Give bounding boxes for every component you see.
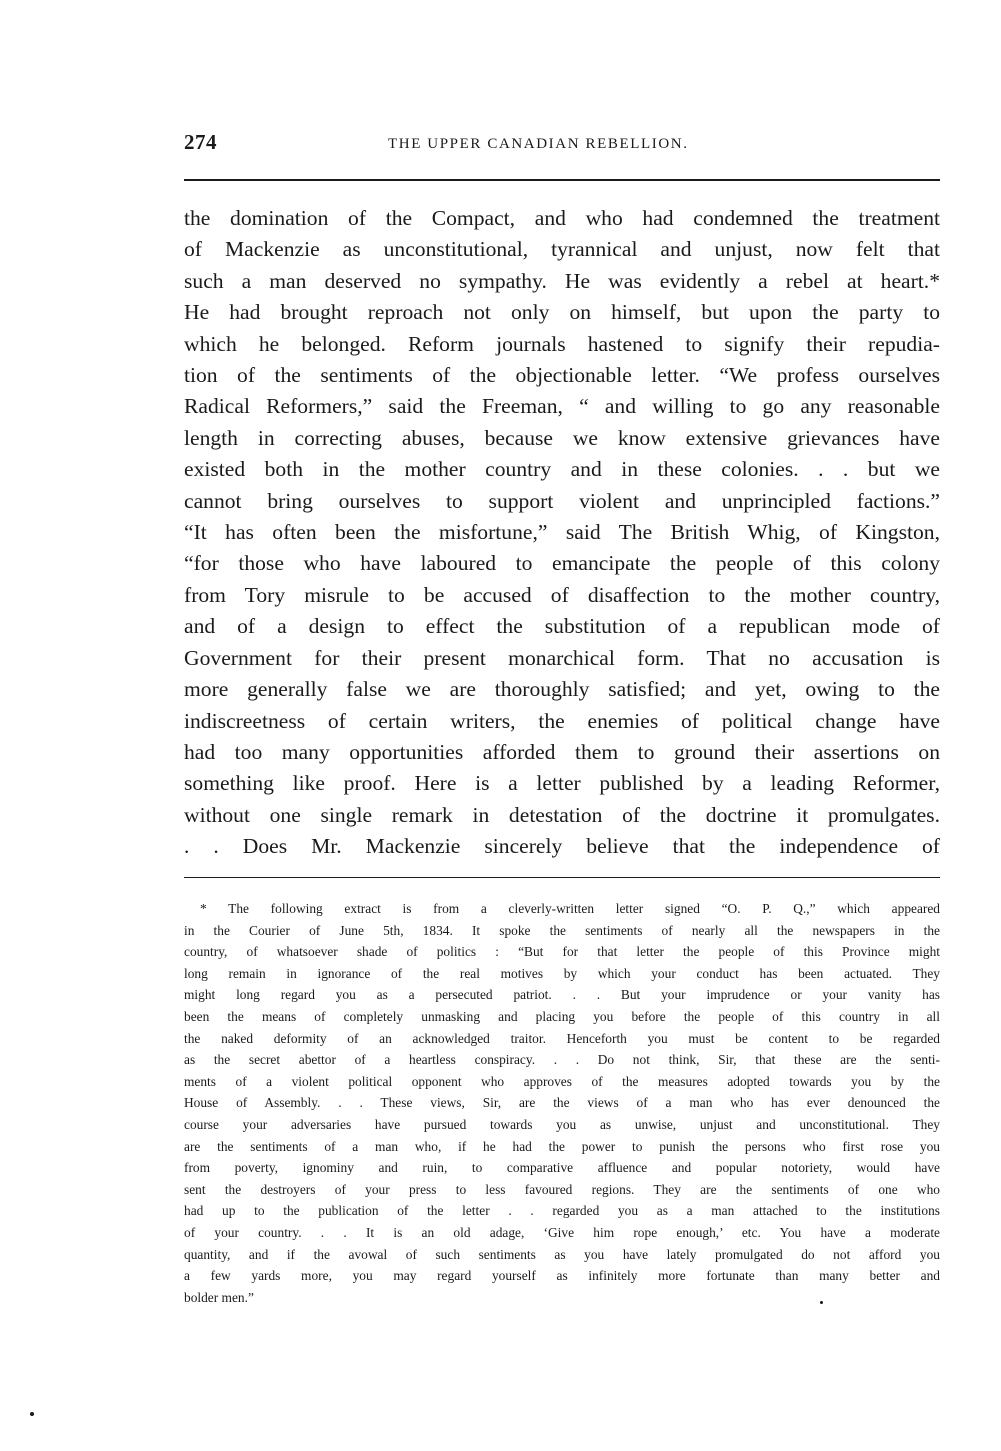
text-line: tion of the sentiments of the objectionable letter. “We profess ourselves xyxy=(184,363,940,388)
text-line: such a man deserved no sympathy. He was evidently a rebel at heart.* xyxy=(184,268,940,293)
header-rule xyxy=(184,179,940,181)
text-line: more generally false we are thoroughly satisfied; and yet, owing to the xyxy=(184,677,940,702)
text-line: which he belonged. Reform journals hastened to signify their repudia- xyxy=(184,331,940,356)
text-line: “for those who have laboured to emancipate the people of this colony xyxy=(184,551,940,576)
footnote-line: are the sentiments of a man who, if he had the power to punish the persons who first rose you xyxy=(184,1138,940,1154)
main-text xyxy=(184,203,940,863)
footnote-rule xyxy=(184,877,940,878)
footnote xyxy=(184,898,940,1308)
footnote-line: House of Assembly. . . These views, Sir, are the views of a man who has ever denounced the xyxy=(184,1095,940,1111)
ink-speck xyxy=(820,1301,823,1304)
text-line: without one single remark in detestation of the doctrine it promulgates. xyxy=(184,802,940,827)
running-title: THE UPPER CANADIAN REBELLION. xyxy=(388,136,689,152)
text-line: from Tory misrule to be accused of disaffection to the mother country, xyxy=(184,582,940,607)
footnote-line: bolder men.” xyxy=(184,1289,254,1305)
footnote-line: a few yards more, you may regard yourself as infinitely more fortunate than many better and xyxy=(184,1268,940,1284)
text-line: existed both in the mother country and in these colonies. . . but we xyxy=(184,457,940,482)
text-line: something like proof. Here is a letter published by a leading Reformer, xyxy=(184,771,940,796)
footnote-line: been the means of completely unmasking and placing you before the people of this country in all xyxy=(184,1008,940,1024)
footnote-line: in the Courier of June 5th, 1834. It spoke the sentiments of nearly all the newspapers in the xyxy=(184,922,940,938)
text-line: length in correcting abuses, because we know extensive grievances have xyxy=(184,425,940,450)
footnote-line: quantity, and if the avowal of such sentiments as you have lately promulgated do not afford you xyxy=(184,1246,940,1262)
footnote-line: as the secret abettor of a heartless conspiracy. . . Do not think, Sir, that these are the senti- xyxy=(184,1052,940,1068)
footnote-line: * The following extract is from a cleverly-written letter signed “O. P. Q.,” which appeared xyxy=(200,901,940,916)
text-line: Radical Reformers,” said the Freeman, “ and willing to go any reasonable xyxy=(184,394,940,419)
text-line: . . Does Mr. Mackenzie sincerely believe that the independence of xyxy=(184,834,940,859)
ink-speck xyxy=(30,1412,34,1416)
text-line: Government for their present monarchical form. That no accusation is xyxy=(184,645,940,670)
footnote-line: from poverty, ignominy and ruin, to comparative affluence and popular notoriety, would have xyxy=(184,1160,940,1176)
footnote-line: the naked deformity of an acknowledged traitor. Henceforth you must be content to be regarded xyxy=(184,1030,940,1046)
footnote-line: might long regard you as a persecuted patriot. . . But your imprudence or your vanity has xyxy=(184,987,940,1003)
text-line: indiscreetness of certain writers, the enemies of political change have xyxy=(184,708,940,733)
text-line: “It has often been the misfortune,” said The British Whig, of Kingston, xyxy=(184,520,940,545)
footnote-line: country, of whatsoever shade of politics : “But for that letter the people of this Province might xyxy=(184,944,940,960)
text-line: and of a design to effect the substitution of a republican mode of xyxy=(184,614,940,639)
page-number: 274 xyxy=(184,130,217,154)
text-line: the domination of the Compact, and who had condemned the treatment xyxy=(184,206,940,230)
text-line: had too many opportunities afforded them to ground their assertions on xyxy=(184,739,940,764)
page-header xyxy=(184,130,940,160)
footnote-line: sent the destroyers of your press to less favoured regions. They are the sentiments of one who xyxy=(184,1181,940,1197)
text-line: He had brought reproach not only on himself, but upon the party to xyxy=(184,300,940,325)
footnote-line: had up to the publication of the letter . . regarded you as a man attached to the institutions xyxy=(184,1203,940,1219)
text-line: cannot bring ourselves to support violent and unprincipled factions.” xyxy=(184,488,940,513)
footnote-line: of your country. . . It is an old adage, ‘Give him rope enough,’ etc. You have a moderate xyxy=(184,1224,940,1240)
footnote-line: ments of a violent political opponent who approves of the measures adopted towards you by the xyxy=(184,1073,940,1089)
text-line: of Mackenzie as unconstitutional, tyrannical and unjust, now felt that xyxy=(184,237,940,262)
footnote-line: course your adversaries have pursued towards you as unwise, unjust and unconstitutional. They xyxy=(184,1116,940,1132)
footnote-line: long remain in ignorance of the real motives by which your conduct has been actuated. They xyxy=(184,965,940,981)
